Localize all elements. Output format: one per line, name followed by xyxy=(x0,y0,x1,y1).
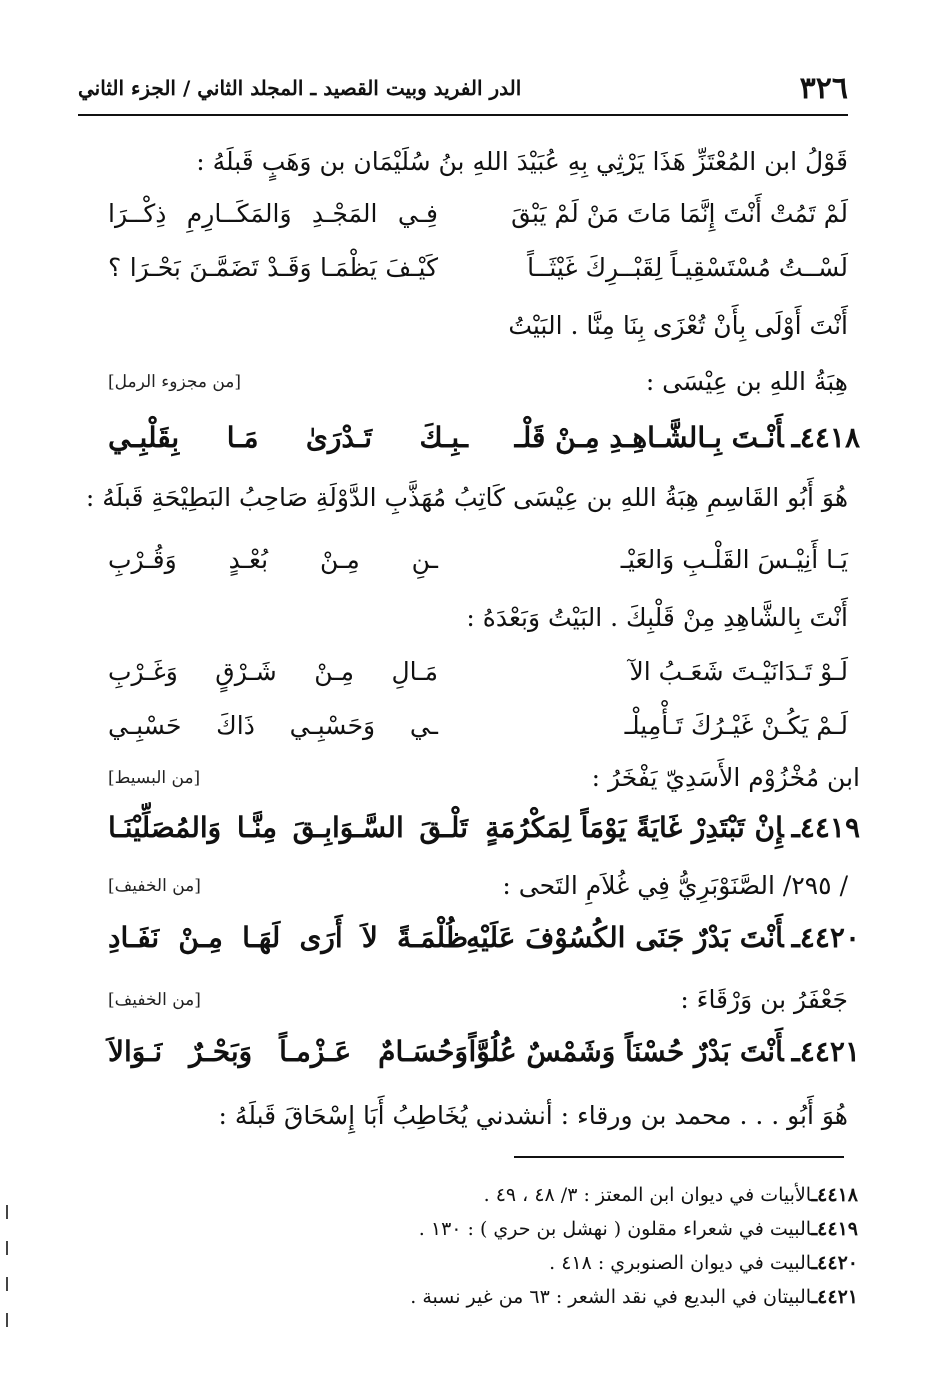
poet-intro-line xyxy=(108,866,848,906)
meter-label: [من البسيط] xyxy=(108,768,201,788)
numbered-verse xyxy=(108,418,860,458)
verse-line xyxy=(108,248,848,288)
verse-line xyxy=(108,652,848,692)
hemistich-text: أَنْتَ بَدْرٌ حُسْنَاً وَشَمْسٌ عُلُوَّاً xyxy=(468,1035,784,1068)
footnote-text: البيت في شعراء مقلون ( نهشل بن حري ) : ١٣٠ . xyxy=(418,1218,812,1240)
hemistich-second: ظُلْمَـةً لاَ أَرَى لَهَـا مِـنْ نَفَـادِ xyxy=(108,921,468,954)
prose-line: أَنْتَ بِالشَّاهِدِ مِنْ قَلْبِكَ . البَيْتُ وَبَعْدَهُ : xyxy=(466,603,848,632)
hemistich-second: ـي وَحَسْبِـي ذَاكَ حَسْبِـي xyxy=(108,711,438,740)
hemistich-second: ـنِ مِـنْ بُعْـدٍ وَقُـرْبِ xyxy=(108,545,438,574)
hemistich-first xyxy=(514,418,860,458)
hemistich-second: كَيْـفَ يَظْمَـا وَقَـدْ تَضَمَّـنَ بَحْـرَا ؟ xyxy=(108,253,438,282)
verse-line xyxy=(108,540,848,580)
footnote-number: ٤٤٢٠ـ xyxy=(811,1252,858,1274)
verse-line xyxy=(108,706,848,746)
hemistich-second: فِـي المَجْـدِ وَالمَكَــارِمِ ذِكْــرَا xyxy=(108,199,438,228)
hemistich-second: ـبِـكَ تَـدْرَىٰ مَـا بِقَلْبِـي xyxy=(108,421,468,454)
footnote-number: ٤٤١٩ـ xyxy=(811,1218,858,1240)
margin-tick xyxy=(6,1241,8,1255)
margin-tick xyxy=(6,1313,8,1327)
poet-intro: / ٢٩٥/ الصَّنَوْبَرِيُّ فِي غُلاَمِ التَحى : xyxy=(502,871,848,900)
hemistich-first xyxy=(468,1032,860,1072)
hemistich-first xyxy=(485,808,860,848)
meter-label: [من الخفيف] xyxy=(108,990,201,1010)
footnote xyxy=(549,1248,858,1278)
poet-intro-line xyxy=(108,980,848,1020)
verse-number: ٤٤٢١ـ xyxy=(791,1035,860,1068)
footnote xyxy=(484,1180,858,1210)
prose-line: أَنْتَ أَوْلَى بِأَنْ تُعْزَى بِنَا مِنَّا . البَيْتُ xyxy=(508,311,848,340)
verse-number: ٤٤٢٠ـ xyxy=(791,921,860,954)
scan-margin-marks xyxy=(4,1205,8,1349)
hemistich-first: لَـمْ يَكُـنْ غَيْـرُكَ تَـأْمِيلْـ xyxy=(624,711,848,740)
hemistich-first: لَـوْ تَـدَانَيْـتَ شَعَـبُ الآ xyxy=(629,657,848,686)
hemistich-text: أَنْـتَ بِـالشَّـاهِـدِ مِـنْ قَلْـ xyxy=(514,421,784,454)
verse-line xyxy=(108,194,848,234)
hemistich-text: أَنْتَ بَدْرٌ جَنَى الكُسُوْفَ عَلَيْهِ xyxy=(466,921,784,954)
footnote-number: ٤٤٢١ـ xyxy=(811,1286,858,1308)
footnote-number: ٤٤١٨ـ xyxy=(811,1184,858,1206)
poet-intro-line xyxy=(108,362,848,402)
poet-intro: جَعْفَرُ بن وَرْقَاءَ : xyxy=(680,985,848,1014)
page-header xyxy=(78,62,848,116)
poet-intro-line xyxy=(108,758,860,798)
footnote xyxy=(410,1282,858,1312)
prose-line: هُوَ أَبُو . . . محمد بن ورقاء : أنشدني يُخَاطِبُ أَبَا إِسْحَاقَ قَبلَهُ : xyxy=(218,1101,848,1130)
running-title: الدر الفريد وبيت القصيد ـ المجلد الثاني / الجزء الثاني xyxy=(78,76,522,100)
poet-intro: هِبَةُ اللهِ بن عِيْسَى : xyxy=(645,367,848,396)
margin-tick xyxy=(6,1205,8,1219)
meter-label: [من الخفيف] xyxy=(108,876,201,896)
hemistich-first: لَمْ تَمُتْ أَنْتَ إِنَّمَا مَاتَ مَنْ لَمْ يَبْقَ xyxy=(511,199,848,228)
footnote-divider xyxy=(514,1156,844,1158)
prose-line: قَوْلُ ابن المُعْتَزِّ هَذَا يَرْثِي بِهِ عُبَيْدَ اللهِ بنُ سُلَيْمَان بن وَهَبٍ قَبلَهُ : xyxy=(196,147,848,176)
hemistich-second: وَحُسَـامٌ عَـزْمـاً وَبَحْـرٌ نَـوَالاَ xyxy=(108,1035,468,1068)
poet-intro: ابن مُخْزُوْم الأَسَدِيّ يَفْخَرُ : xyxy=(591,763,860,792)
margin-tick xyxy=(6,1277,8,1291)
meter-label: [من مجزوء الرمل] xyxy=(108,372,242,392)
footnote-text: البيتان في البديع في نقد الشعر : ٦٣ من غير نسبة . xyxy=(410,1286,812,1308)
numbered-verse xyxy=(108,1032,860,1072)
footnote-text: الأبيات في ديوان ابن المعتز : ٣/ ٤٨ ، ٤٩ . xyxy=(483,1184,812,1206)
verse-number: ٤٤١٨ـ xyxy=(791,421,860,454)
hemistich-text: إِنْ تَبْتَدِرْ غَايَةً يَوْمَاً لِمَكْرُمَةٍ xyxy=(485,811,784,844)
numbered-verse xyxy=(108,918,860,958)
footnote-text: البيت في ديوان الصنوبري : ٤١٨ . xyxy=(549,1252,812,1274)
numbered-verse xyxy=(108,808,860,848)
hemistich-first: لَسْــتُ مُسْتَسْقِيـاً لِقَبْــرِكَ غَيْثَــاً xyxy=(527,253,848,282)
prose-line: هُوَ أَبُو القَاسِمِ هِبَةُ اللهِ بن عِيْسَى كَاتِبُ مُهَذَّبِ الدَّوْلَةِ صَاحِبُ البَطِيْحَةِ قَبلَهُ : xyxy=(85,483,848,512)
footnote xyxy=(419,1214,858,1244)
hemistich-first xyxy=(466,918,860,958)
hemistich-first: يَـا أَنِيْـسَ القَلْـبِ وَالعَيْـ xyxy=(620,545,848,574)
hemistich-second: مَـالِ مِـنْ شَـرْقٍ وَغَـرْبِ xyxy=(108,657,438,686)
verse-number: ٤٤١٩ـ xyxy=(791,811,860,844)
hemistich-second: تَلْـقَ السَّـوَابِـقَ مِنَّـا وَالمُصَلِّيْنَـا xyxy=(108,811,468,844)
page-number: ٣٢٦ xyxy=(799,70,848,106)
